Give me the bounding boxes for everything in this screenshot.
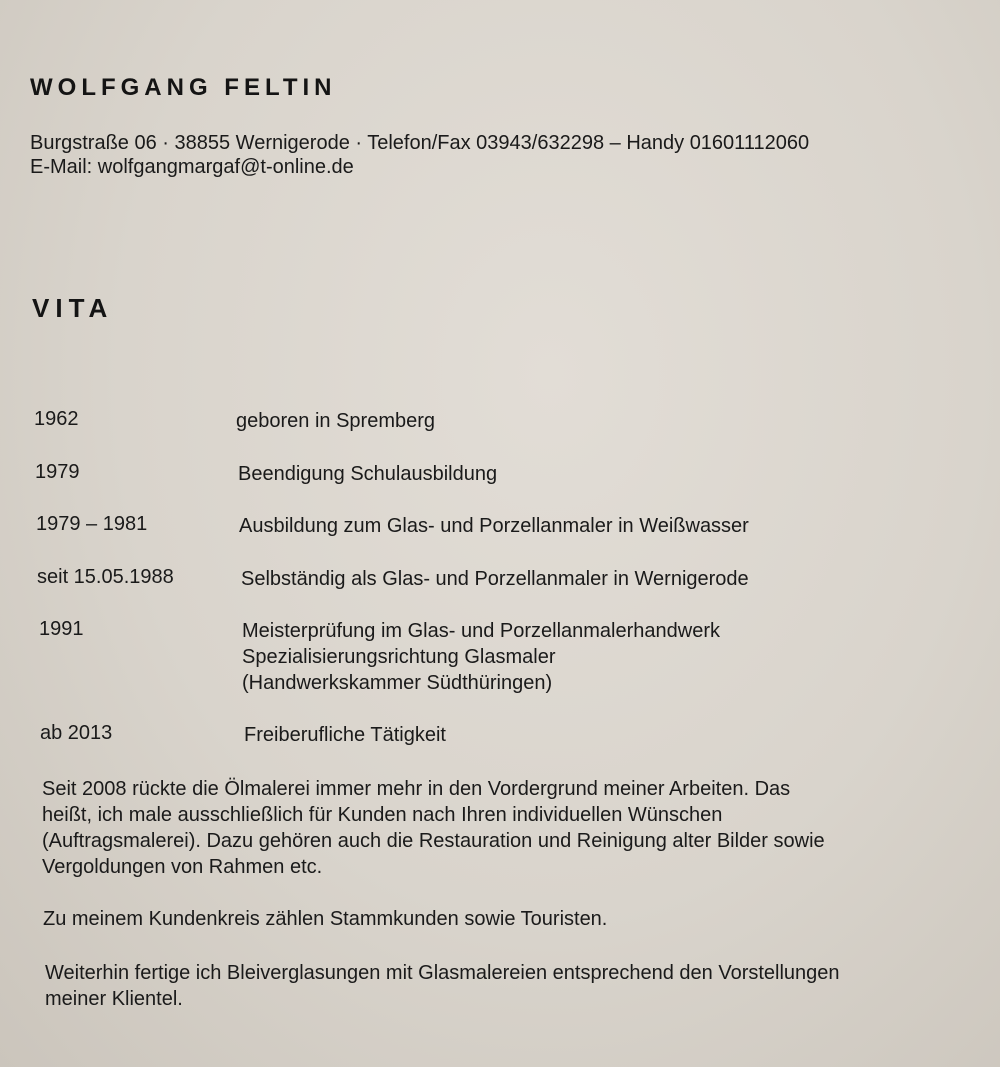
paragraph-line: heißt, ich male ausschließlich für Kunden nach Ihren individuellen Wünschen — [42, 804, 723, 826]
vita-text — [239, 513, 749, 539]
vita-text-line: Selbständig als Glas- und Porzellanmaler in Wernigerode — [241, 568, 749, 590]
paragraph-line: Zu meinem Kundenkreis zählen Stammkunden sowie Touristen. — [43, 908, 608, 930]
paragraph-line: Seit 2008 rückte die Ölmalerei immer mehr in den Vordergrund meiner Arbeiten. Das — [42, 778, 791, 800]
vita-text-line: Beendigung Schulausbildung — [238, 463, 498, 485]
person-name: WOLFGANG FELTIN — [30, 74, 337, 101]
paragraph-line: meiner Klientel. — [45, 988, 183, 1010]
paragraph-clientele — [43, 906, 973, 932]
vita-text-line: Ausbildung zum Glas- und Porzellanmaler in Weißwasser — [239, 515, 749, 537]
vita-date: ab 2013 — [40, 722, 113, 744]
vita-date: 1979 – 1981 — [36, 513, 148, 535]
address-line: Burgstraße 06 · 38855 Wernigerode · Telefon/Fax 03943/632298 – Handy 01601112060 — [30, 132, 810, 154]
vita-text-line: geboren in Spremberg — [236, 410, 436, 432]
vita-text — [236, 408, 435, 434]
vita-text-line: (Handwerkskammer Südthüringen) — [242, 672, 553, 694]
vita-date: 1962 — [34, 408, 79, 430]
vita-text-line: Spezialisierungsrichtung Glasmaler — [242, 646, 556, 668]
paragraph-line: (Auftragsmalerei). Dazu gehören auch die Restauration und Reinigung alter Bilder sowie — [42, 830, 825, 852]
email-line: E-Mail: wolfgangmargaf@t-online.de — [30, 156, 354, 178]
vita-text — [241, 566, 749, 592]
paragraph-line: Weiterhin fertige ich Bleiverglasungen mit Glasmalereien entsprechend den Vorstellungen — [45, 962, 840, 984]
vita-date: seit 15.05.1988 — [37, 566, 174, 588]
vita-text — [244, 722, 446, 748]
vita-text — [242, 618, 720, 696]
paragraph-lead-glazing — [45, 960, 975, 1012]
paragraph-oil-painting — [42, 776, 972, 880]
vita-text-line: Freiberufliche Tätigkeit — [244, 724, 446, 746]
vita-date: 1991 — [39, 618, 84, 640]
vita-text-line: Meisterprüfung im Glas- und Porzellanmalerhandwerk — [242, 620, 720, 642]
vita-date: 1979 — [35, 461, 80, 483]
paragraph-line: Vergoldungen von Rahmen etc. — [42, 856, 323, 878]
vita-title: VITA — [32, 293, 114, 323]
vita-text — [238, 461, 497, 487]
